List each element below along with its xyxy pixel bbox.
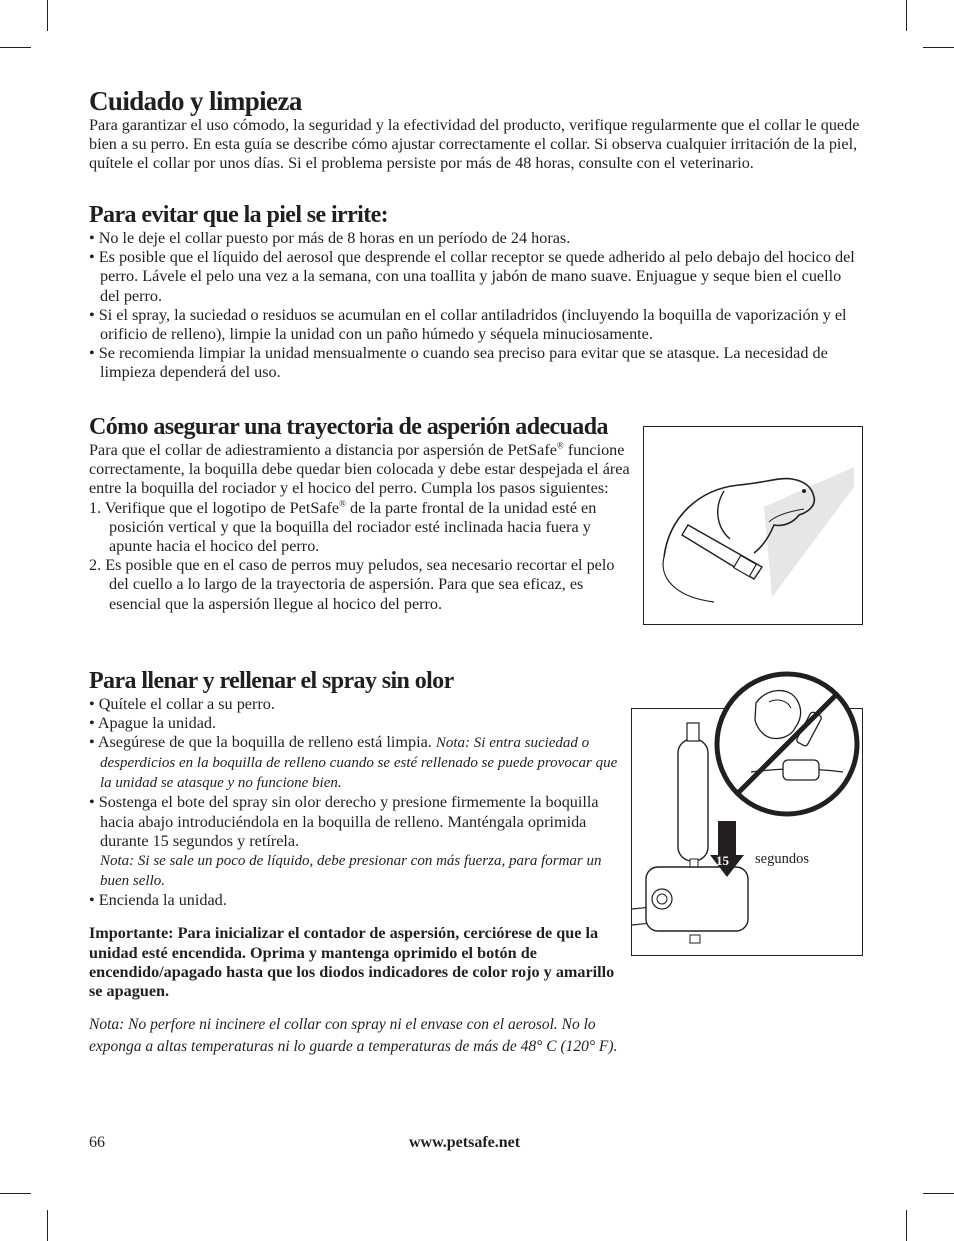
section-piel: [89, 202, 864, 383]
list-item: • Si el spray, la suciedad o residuos se acumulan en el collar antiladridos (incluyendo la boquilla de vaporización y el orificio de relleno), limpie la unidad con un paño húmedo y séquela minuciosamente.: [89, 305, 847, 344]
important-note: Importante: Para inicializar el contador de aspersión, cerciórese de que la unidad esté encendida. Oprima y mantenga oprimido el botón de encendido/apagado hasta que los diodos indicadores de color rojo y amarillo se apaguen.: [89, 924, 615, 1001]
list-item: • Apague la unidad.: [89, 714, 217, 733]
page-number: 66: [89, 1134, 105, 1151]
list-item: • Sostenga el bote del spray sin olor derecho y presione firmemente la boquilla hacia abajo introduciéndola en la boquilla de relleno. Manténgala oprimida durante 15 segundos y retírela. Nota: Si se sale un poco de líquido, debe presionar con más fuerza, para formar un buen sello.: [89, 793, 602, 890]
section-title: Cuidado y limpieza: [89, 86, 302, 116]
section-body: Para que el collar de adiestramiento a distancia por aspersión de PetSafe® funcione correctamente, la boquilla debe quedar bien colocada y debe estar despejada el área entre la boquilla del rociador y el hocico del perro. Cumpla los pasos siguientes:: [89, 440, 630, 498]
list-item: • No le deje el collar puesto por más de 8 horas en un período de 24 horas.: [89, 229, 571, 247]
section-body: Para garantizar el uso cómodo, la seguridad y la efectividad del producto, verifique regularmente que el collar le quede bien a su perro. En esta guía se describe cómo ajustar correctamente el collar. Si observa cualquier irritación de la piel, quítele el collar por unos días. Si el problema persiste por más de 48 horas, consulte con el veterinario.: [89, 116, 860, 173]
section-cuidado: [89, 86, 864, 174]
list-item: • Quítele el collar a su perro.: [89, 695, 275, 713]
section-title: Para llenar y rellenar el spray sin olor: [89, 668, 454, 694]
crop-mark: [923, 47, 954, 48]
crop-mark: [923, 1193, 954, 1194]
list-item: • Se recomienda limpiar la unidad mensualmente o cuando sea preciso para evitar que se atasque. La necesidad de limpieza dependerá del uso.: [89, 344, 828, 382]
section-title: Para evitar que la piel se irrite:: [89, 202, 389, 228]
crop-mark: [0, 1193, 31, 1194]
seconds-count: 15: [716, 853, 729, 868]
steps-list: [89, 499, 634, 614]
crop-mark: [906, 0, 907, 31]
crop-mark: [906, 1210, 907, 1241]
list-item: • Es posible que el líquido del aerosol que desprende el collar receptor se quede adherido al pelo debajo del hocico del perro. Lávele el pelo una vez a la semana, con una toallita y jabón de mano suave. Enjuague y seque bien el cuello del perro.: [89, 248, 855, 305]
bullet-list: [89, 229, 864, 383]
list-item: 2. Es posible que en el caso de perros muy peludos, sea necesario recortar el pelo del cuello a lo largo de la trayectoria de aspersión. Para que sea eficaz, es esencial que la aspersión llegue al hocico del perro.: [89, 556, 615, 613]
prohibition-icon: [711, 668, 863, 820]
crop-mark: [47, 0, 48, 31]
seconds-label: segundos: [755, 851, 809, 867]
list-item: • Encienda la unidad.: [89, 891, 227, 910]
crop-mark: [47, 1210, 48, 1241]
bullet-list: [89, 695, 629, 910]
list-item: 1. Verifique que el logotipo de PetSafe® de la parte frontal de la unidad esté en posición vertical y que la boquilla del rociador esté inclinada hacia fuera y apunte hacia el hocico del perro.: [89, 498, 597, 556]
final-note: Nota: No perfore ni incinere el collar con spray ni el envase con el aerosol. No lo exponga a altas temperaturas ni lo guarde a temperaturas de más de 48° C (120° F).: [89, 1015, 618, 1055]
dog-collar-illustration: [643, 426, 863, 625]
section-llenar: [89, 668, 629, 1058]
no-face-spray-warning: [711, 668, 863, 820]
section-title: Cómo asegurar una trayectoria de asperión adecuada: [89, 414, 608, 440]
footer-url[interactable]: www.petsafe.net: [409, 1134, 521, 1151]
dog-icon: [644, 427, 862, 624]
crop-mark: [0, 47, 31, 48]
list-item: • Asegúrese de que la boquilla de relleno está limpia. Nota: Si entra suciedad o desperdicios en la boquilla de relleno cuando se esté rellenado se puede provocar que la unidad se atasque y no funcione bien.: [89, 733, 618, 792]
